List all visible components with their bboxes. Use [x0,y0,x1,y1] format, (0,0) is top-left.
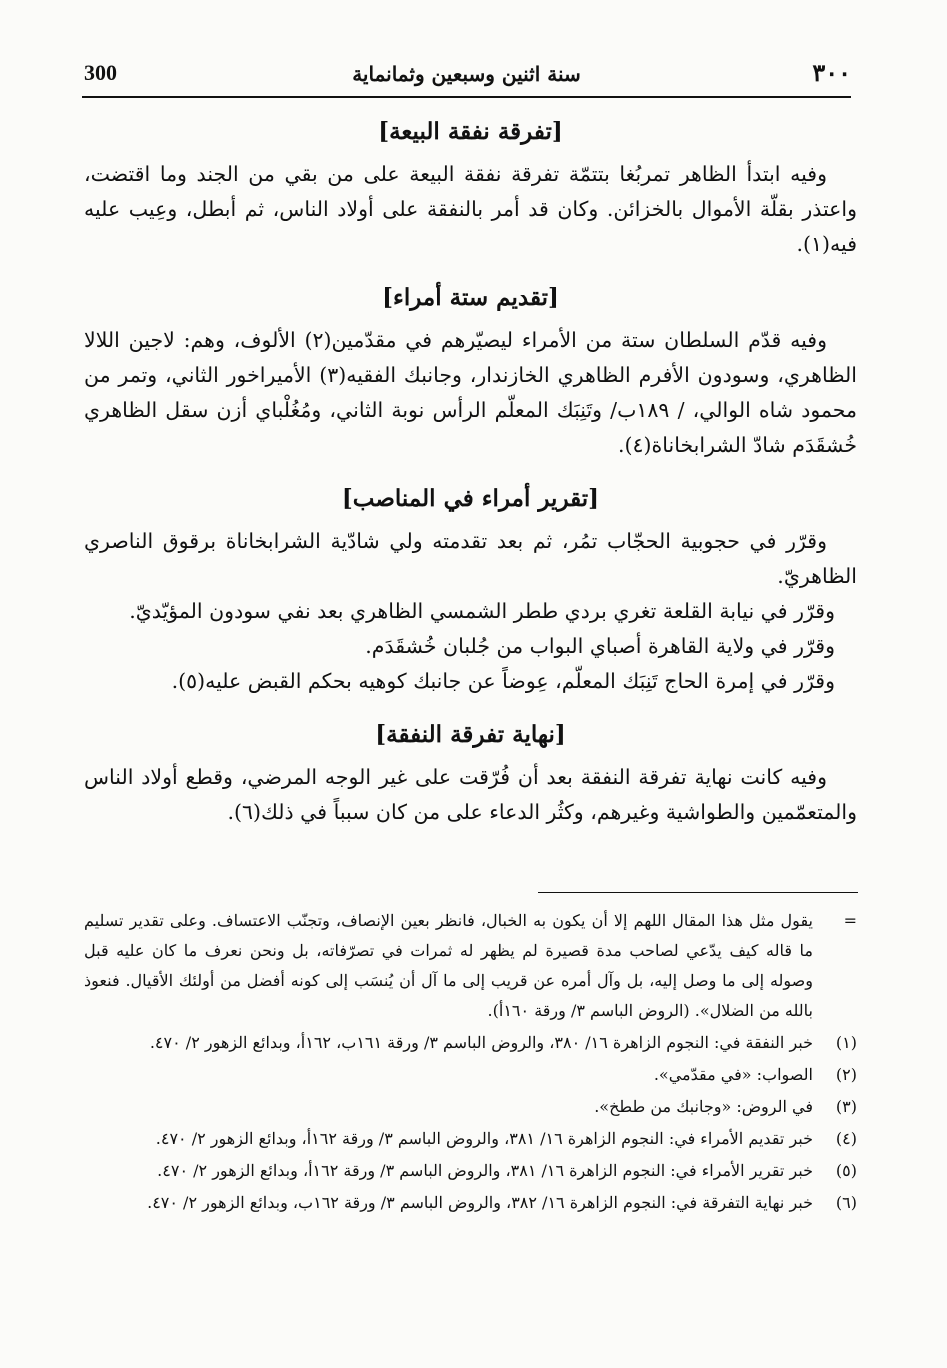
footnote-marker: (٦) [835,1193,857,1212]
page-number-arabic: ٣٠٠ [812,58,851,87]
main-text [84,118,857,852]
footnote-6 [84,1188,857,1218]
section-heading: [تفرقة نفقة البيعة] [378,118,563,145]
section-heading: [تقرير أمراء في المناصب] [341,485,600,512]
footnote-4 [84,1124,857,1154]
paragraph: وفيه قدّم السلطان ستة من الأمراء ليصيّرهم في مقدّمين(٢) الألوف، وهم: لاجين اللالا الظاهري، وسودون الأفرم الظاهري الخازندار، وجانبك الفقيه(٣) الأميراخور الثاني، وتمر من محمود شاه الوالي، / ١٨٩ب/ وتَنِبَك المعلّم الرأس نوبة الثاني، ومُغُلْباي أزن سقل الظاهري خُشقَدَم شادّ الشرابخاناة(٤). [84,328,857,457]
footnote-marker: (٤) [835,1129,857,1148]
footnote-text: في الروض: «وجانبك من ططخ». [594,1097,813,1116]
paragraph: وقرّر في حجوبية الحجّاب تمُر، ثم بعد تقدمته ولي شادّية الشرابخاناة برقوق الناصري الظاهريّ. [84,529,857,588]
footnote-text: يقول مثل هذا المقال اللهم إلا أن يكون به الخبال، فانظر بعين الإنصاف، وتجنّب الاعتساف. وعلى تقدير تسليم ما قاله كيف يدّعي لصاحب مدة قصيرة لم يظهر له ثمرات في تصرّفاته، بل ونحن نعرف ما كان عليه قبل وصوله إلى ما وصل إليه، بل وآل أمره عن قريب إلى ما آل أن يُنسَب إلى كونه أفضل من أولئك الأقيال. فنعوذ بالله من الضلال». (الروض الباسم ٣/ ورقة ١٦٠أ). [84,911,814,1020]
footnote-2 [84,1060,857,1090]
running-title: سنة اثنين وسبعين وثمانماية [352,62,581,86]
footnote-marker: (٥) [835,1161,857,1180]
footnote-text: الصواب: «في مقدّمي». [653,1065,813,1084]
footnote-marker: (١) [835,1033,857,1052]
footnote-continuation [84,906,857,1026]
page-number-latin: 300 [84,60,117,85]
footnote-text: خبر تقرير الأمراء في: النجوم الزاهرة ١٦/ ٣٨١، والروض الباسم ٣/ ورقة ١٦٢أ، وبدائع الزهور ٢/ ٤٧٠. [157,1161,813,1180]
footnote-marker: (٢) [835,1065,857,1084]
footnote-marker: = [843,911,857,930]
footnote-text: خبر نهاية التفرقة في: النجوم الزاهرة ١٦/ ٣٨٢، والروض الباسم ٣/ ورقة ١٦٢ب، وبدائع الزهور ٢/ ٤٧٠. [147,1193,813,1212]
page-header [82,58,851,98]
paragraph: وفيه كانت نهاية تفرقة النفقة بعد أن فُرّقت على غير الوجه المرضي، وقطع أولاد الناس والمتعمّمين والطواشية وغيرهم، وكثُر الدعاء على من كان سبباً في ذلك(٦). [84,765,857,824]
footnote-3 [84,1092,857,1122]
paragraph: وقرّر في نيابة القلعة تغري بردي ططر الشمسي الظاهري بعد نفي سودون المؤيّديّ. [129,599,835,623]
footnote-marker: (٣) [835,1097,857,1116]
section-heading: [نهاية تفرقة النفقة] [375,721,566,748]
footnote-5 [84,1156,857,1186]
paragraph: وقرّر في إمرة الحاج تَنِبَك المعلّم، عِوضاً عن جانبك كوهيه بحكم القبض عليه(٥). [171,669,835,693]
paragraph: وفيه ابتدأ الظاهر تمربُغا بتتمّة تفرقة نفقة البيعة على من بقي من الجند وما اقتضت، واعتذر بقلّة الأموال بالخزائن. وكان قد أمر بالنفقة على أولاد الناس، ثم أبطل، وعِيب عليه فيه(١). [84,162,857,256]
footnote-1 [84,1028,857,1058]
footnote-text: خبر النفقة في: النجوم الزاهرة ١٦/ ٣٨٠، والروض الباسم ٣/ ورقة ١٦١ب، ١٦٢أ، وبدائع الزهور ٢/ ٤٧٠. [149,1033,813,1052]
footnote-text: خبر تقديم الأمراء في: النجوم الزاهرة ١٦/ ٣٨١، والروض الباسم ٣/ ورقة ١٦٢أ، وبدائع الزهور ٢/ ٤٧٠. [155,1129,813,1148]
footnote-divider [538,892,858,893]
section-heading: [تقديم ستة أمراء] [382,284,559,311]
section-six-emirs [84,284,857,463]
section-bay-a-stipend [84,118,857,262]
section-appointments [84,485,857,699]
section-end-of-distribution [84,721,857,830]
paragraph: وقرّر في ولاية القاهرة أصباي البواب من جُلبان خُشقَدَم. [365,634,835,658]
footnotes [84,906,857,1220]
